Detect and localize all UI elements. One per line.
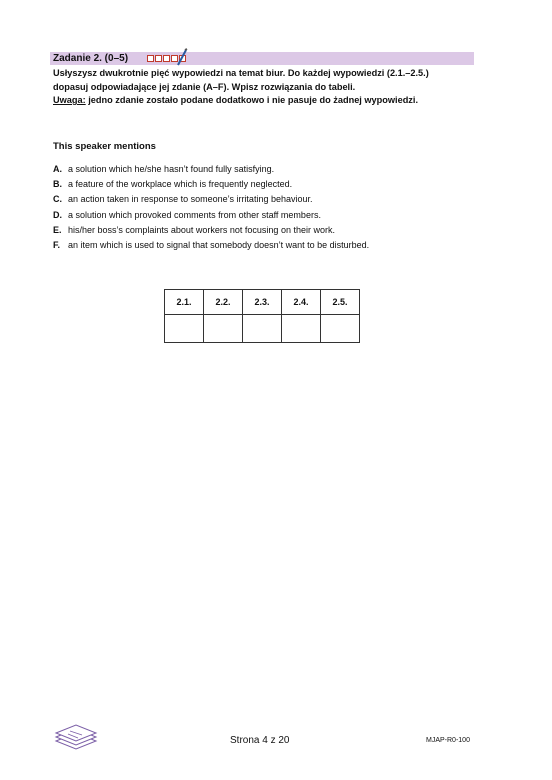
answer-cell[interactable] (165, 315, 204, 343)
answer-header-cell: 2.4. (282, 290, 321, 315)
answer-cell[interactable] (282, 315, 321, 343)
exam-code: MJAP-R0-100 (426, 737, 470, 744)
option-letter: C. (53, 194, 62, 205)
option-text: a solution which provoked comments from other staff members. (68, 209, 321, 220)
option-item (53, 223, 369, 238)
option-text: his/her boss’s complaints about workers not focusing on their work. (68, 224, 335, 235)
cke-logo-icon (52, 723, 100, 753)
option-letter: A. (53, 164, 62, 174)
option-item (53, 162, 369, 177)
pencil-icon (176, 48, 188, 66)
option-letter: D. (53, 209, 62, 220)
answer-table (164, 289, 360, 343)
task-title: Zadanie 2. (0–5) (53, 53, 129, 64)
answer-cell[interactable] (321, 315, 360, 343)
option-item (53, 208, 369, 223)
option-text: a solution which he/she hasn’t found fully satisfying. (68, 164, 275, 174)
score-checkbox (155, 55, 162, 62)
option-letter: B. (53, 179, 62, 190)
answer-cell[interactable] (204, 315, 243, 343)
answer-row (165, 315, 360, 343)
instruction-line: Usłyszysz dwukrotnie pięć wypowiedzi na temat biur. Do każdej wypowiedzi (2.1.–2.5.) (53, 68, 429, 78)
answer-header-cell: 2.3. (243, 290, 282, 315)
option-text: an item which is used to signal that somebody doesn’t want to be disturbed. (68, 240, 370, 251)
page-number: Strona 4 z 20 (230, 735, 290, 746)
answer-header-cell: 2.2. (204, 290, 243, 315)
answer-cell[interactable] (243, 315, 282, 343)
task-instructions (53, 67, 483, 108)
options-list (53, 162, 369, 253)
answer-header-cell: 2.5. (321, 290, 360, 315)
score-checkbox (147, 55, 154, 62)
option-text: a feature of the workplace which is frequently neglected. (68, 179, 293, 190)
option-item (53, 238, 369, 253)
prompt-heading: This speaker mentions (53, 141, 156, 152)
option-letter: E. (53, 224, 62, 235)
instruction-line: dopasuj odpowiadające jej zdanie (A–F). Wpisz rozwiązania do tabeli. (53, 81, 356, 92)
answer-header-cell: 2.1. (165, 290, 204, 315)
note-label: Uwaga: (53, 95, 86, 105)
option-item (53, 192, 369, 207)
option-item (53, 177, 369, 192)
note-text: jedno zdanie zostało podane dodatkowo i nie pasuje do żadnej wypowiedzi. (85, 95, 419, 105)
option-letter: F. (53, 240, 61, 251)
option-text: an action taken in response to someone’s irritating behaviour. (68, 194, 313, 205)
instruction-note (53, 94, 483, 108)
score-checkbox (163, 55, 170, 62)
answer-header-row (165, 290, 360, 315)
